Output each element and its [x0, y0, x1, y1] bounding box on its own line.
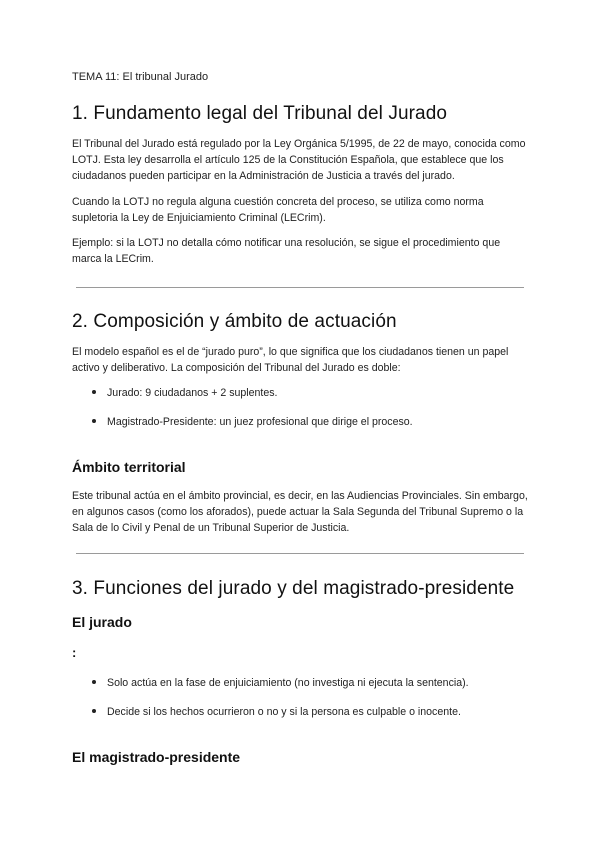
section-3-title: 3. Funciones del jurado y del magistrado-presidente: [72, 578, 515, 599]
section-1-title: 1. Fundamento legal del Tribunal del Jurado: [72, 103, 448, 124]
bullet-icon: [92, 419, 96, 423]
section-3-subtitle-jurado: El jurado: [72, 614, 132, 630]
section-1-paragraph-2: Cuando la LOTJ no regula alguna cuestión concreta del proceso, se utiliza como norma supletoria la Ley de Enjuiciamiento Criminal (LECrim).: [72, 196, 484, 224]
section-2-sub-paragraph: Este tribunal actúa en el ámbito provincial, es decir, en las Audiencias Provinciales. Sin embargo, en algunos casos (como los aforados), puede actuar la Sala Segunda del Tribunal Supremo o la Sala de lo Civil y Penal de un Tribunal Superior de Justicia.: [72, 490, 528, 534]
divider: [76, 287, 524, 288]
section-3-colon: :: [72, 645, 77, 660]
divider: [76, 553, 524, 554]
section-2-paragraph: El modelo español es el de “jurado puro”, lo que significa que los ciudadanos tienen un papel activo y deliberativo. La composición del Tribunal del Jurado es doble:: [72, 346, 509, 374]
document-tag: TEMA 11: El tribunal Jurado: [72, 71, 209, 83]
section-2-title: 2. Composición y ámbito de actuación: [72, 311, 397, 332]
list-item: Decide si los hechos ocurrieron o no y si la persona es culpable o inocente.: [92, 706, 461, 718]
bullet-icon: [92, 680, 96, 684]
section-2-subtitle: Ámbito territorial: [72, 459, 186, 475]
list-item: Jurado: 9 ciudadanos + 2 suplentes.: [92, 387, 278, 399]
section-1-paragraph-3: Ejemplo: si la LOTJ no detalla cómo notificar una resolución, se sigue el procedimiento que marca la LECrim.: [72, 237, 501, 265]
section-3-subtitle-magistrado: El magistrado-presidente: [72, 749, 241, 765]
list-item: Solo actúa en la fase de enjuiciamiento (no investiga ni ejecuta la sentencia).: [92, 677, 469, 689]
bullet-icon: [92, 390, 96, 394]
section-1-paragraph-1: El Tribunal del Jurado está regulado por la Ley Orgánica 5/1995, de 22 de mayo, conocida como LOTJ. Esta ley desarrolla el artículo 125 de la Constitución Española, que establece que los ciudadanos pueden participar en la Administración de Justicia a través del jurado.: [72, 138, 526, 182]
list-item: Magistrado-Presidente: un juez profesional que dirige el proceso.: [92, 416, 413, 428]
bullet-icon: [92, 709, 96, 713]
